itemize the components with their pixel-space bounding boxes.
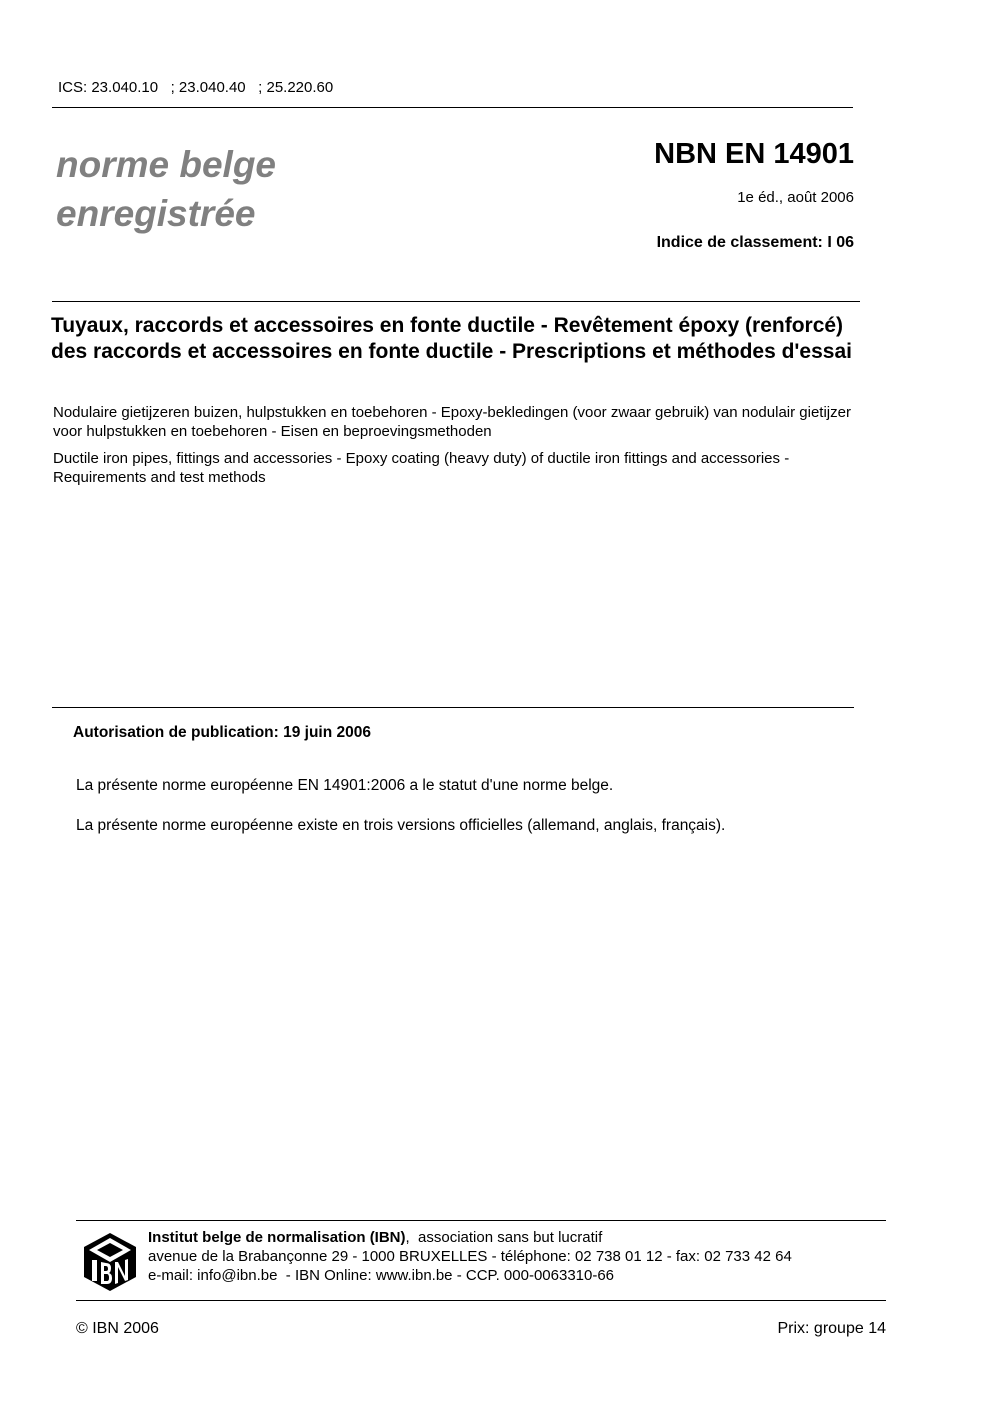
institute-name: Institut belge de normalisation (IBN) xyxy=(148,1229,406,1246)
classification-index: Indice de classement: I 06 xyxy=(656,234,854,251)
norm-label-line1: norme belge xyxy=(56,144,276,185)
institute-suffix: , association sans but lucratif xyxy=(405,1229,603,1246)
institute-address: avenue de la Brabançonne 29 - 1000 BRUXELLES - téléphone: 02 738 01 12 - fax: 02 733 42 64 xyxy=(148,1248,792,1265)
institute-info xyxy=(148,1228,792,1285)
versions-paragraph: La présente norme européenne existe en trois versions officielles (allemand, anglais, français). xyxy=(76,817,726,834)
publication-authorisation: Autorisation de publication: 19 juin 2006 xyxy=(73,724,371,741)
status-paragraph: La présente norme européenne EN 14901:2006 a le statut d'une norme belge. xyxy=(76,777,614,794)
footer-bottom-divider xyxy=(76,1300,886,1301)
header-divider xyxy=(52,107,853,108)
copyright: © IBN 2006 xyxy=(76,1320,159,1337)
institute-contact: e-mail: info@ibn.be - IBN Online: www.ibn.be - CCP. 000-0063310-66 xyxy=(148,1267,615,1284)
title-dutch: Nodulaire gietijzeren buizen, hulpstukken en toebehoren - Epoxy-bekledingen (voor zwaar gebruik) van nodulair gietijzer voor hulpstukken en toebehoren - Eisen en beproevingsmethoden xyxy=(53,404,851,440)
title-divider xyxy=(52,301,860,302)
ics-codes: ICS: 23.040.10 ; 23.040.40 ; 25.220.60 xyxy=(58,79,334,96)
norm-label xyxy=(56,140,276,238)
ibn-logo-icon xyxy=(82,1232,138,1292)
price-group: Prix: groupe 14 xyxy=(777,1320,886,1337)
title-french: Tuyaux, raccords et accessoires en fonte ductile - Revêtement époxy (renforcé) des raccords et accessoires en fonte ductile - Prescriptions et méthodes d'essai xyxy=(51,314,852,363)
title-english: Ductile iron pipes, fittings and accessories - Epoxy coating (heavy duty) of ductile iron fittings and accessories - Requirements and test methods xyxy=(53,450,790,486)
footer-top-divider xyxy=(76,1220,886,1221)
publication-divider xyxy=(52,707,854,708)
edition: 1e éd., août 2006 xyxy=(737,189,854,206)
norm-label-line2: enregistrée xyxy=(56,193,256,234)
standard-id: NBN EN 14901 xyxy=(654,138,854,170)
